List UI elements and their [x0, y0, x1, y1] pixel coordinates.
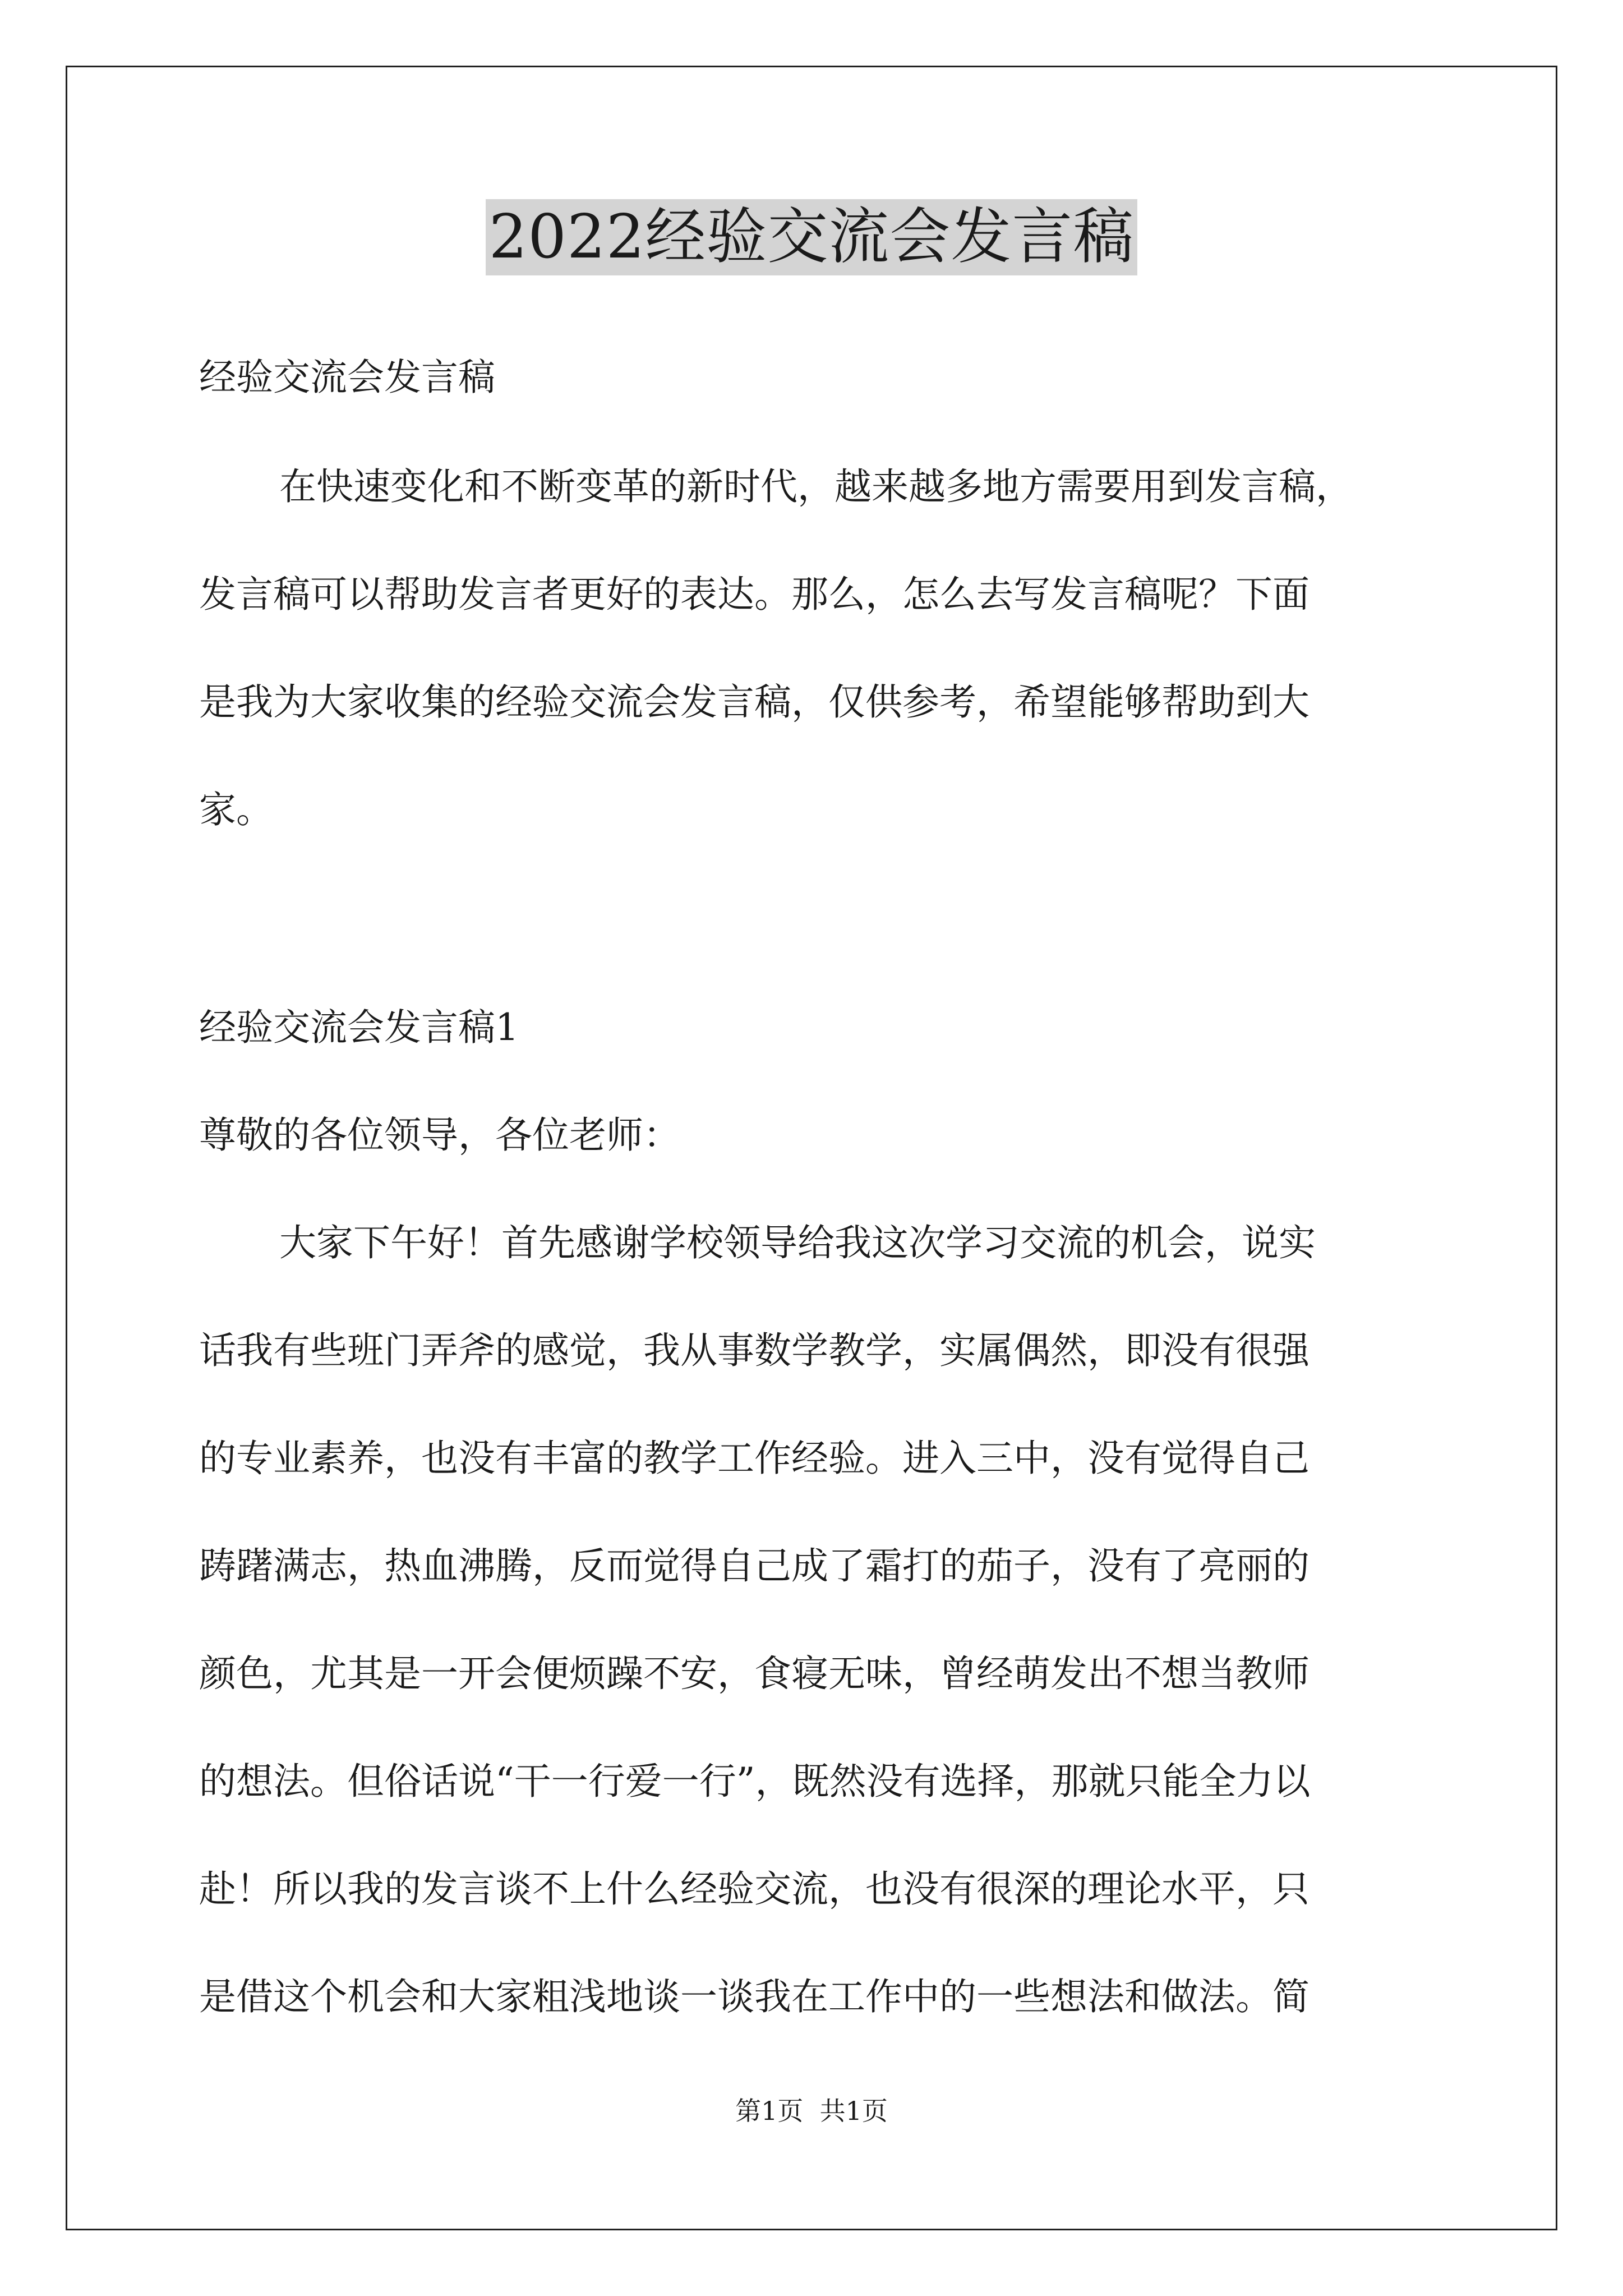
paragraph-line: 在快速变化和不断变革的新时代，越来越多地方需要用到发言稿， — [279, 465, 1353, 508]
paragraph-line: 发言稿可以帮助发言者更好的表达。那么，怎么去写发言稿呢？下面 — [199, 573, 1310, 616]
subtitle: 经验交流会发言稿 — [199, 356, 495, 399]
paragraph-line: 是我为大家收集的经验交流会发言稿，仅供参考，希望能够帮助到大 — [199, 680, 1310, 724]
paragraph-line: 话我有些班门弄斧的感觉，我从事数学教学，实属偶然，即没有很强 — [199, 1329, 1310, 1372]
title-container — [0, 199, 1623, 275]
paragraph-line: 赴！所以我的发言谈不上什么经验交流，也没有很深的理论水平，只 — [199, 1867, 1310, 1911]
paragraph-line: 颜色，尤其是一开会便烦躁不安，食寝无味，曾经萌发出不想当教师 — [199, 1652, 1310, 1695]
salutation: 尊敬的各位领导，各位老师： — [199, 1114, 680, 1157]
paragraph-line: 家。 — [199, 788, 273, 831]
document-title: 2022经验交流会发言稿 — [486, 199, 1138, 275]
paragraph-line: 的专业素养，也没有丰富的教学工作经验。进入三中，没有觉得自己 — [199, 1437, 1310, 1480]
paragraph-line: 的想法。但俗话说“干一行爱一行”，既然没有选择，那就只能全力以 — [199, 1760, 1311, 1803]
page-footer: 第1页 共1页 — [735, 2096, 888, 2126]
section-heading: 经验交流会发言稿1 — [199, 1006, 519, 1049]
paragraph-line: 大家下午好！首先感谢学校领导给我这次学习交流的机会，说实 — [279, 1221, 1316, 1264]
paragraph-line: 踌躇满志，热血沸腾，反而觉得自己成了霜打的茄子，没有了亮丽的 — [199, 1544, 1310, 1588]
paragraph-line: 是借这个机会和大家粗浅地谈一谈我在工作中的一些想法和做法。简 — [199, 1975, 1310, 2018]
